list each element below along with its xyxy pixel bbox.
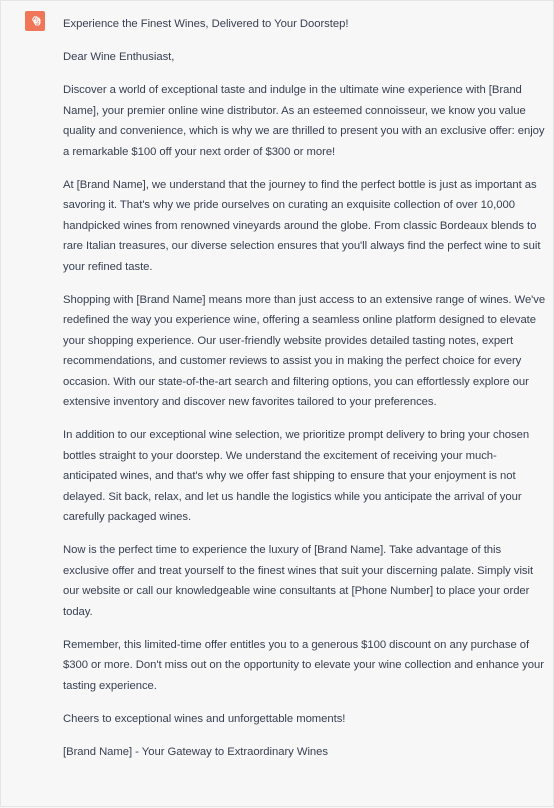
email-paragraph: Discover a world of exceptional taste and indulge in the ultimate wine experience with [Brand Name], your premier online wine distributor. As an esteemed connoisseur, we know you value quality and convenience, which is why we are thrilled to present you with an exclusive offer: enjoy a remarkable $100 off your next order of $300 or more!	[63, 84, 545, 158]
message-content	[63, 14, 549, 775]
email-paragraph: Remember, this limited-time offer entitles you to a generous $100 discount on any purchase of $300 or more. Don't miss out on the opportunity to elevate your wine collection and enhance your tasting experience.	[63, 638, 544, 692]
email-paragraph: In addition to our exceptional wine selection, we prioritize prompt delivery to bring your chosen bottles straight to your doorstep. We understand the excitement of receiving your much-anticipated wines, and that's why we offer fast shipping to ensure that your enjoyment is not delayed. Sit back, relax, and let us handle the logistics while you anticipate the arrival of your carefully packaged wines.	[63, 429, 530, 523]
email-paragraph: At [Brand Name], we understand that the journey to find the perfect bottle is just as important as savoring it. That's why we pride ourselves on curating an exquisite collection of over 10,000 handpicked wines from renowned vineyards around the globe. From classic Bordeaux blends to rare Italian treasures, our diverse selection ensures that you'll always find the perfect wine to suit your refined taste.	[63, 178, 541, 273]
email-signature: [Brand Name] - Your Gateway to Extraordinary Wines	[63, 745, 328, 758]
email-subject: Experience the Finest Wines, Delivered to Your Doorstep!	[63, 18, 349, 30]
email-closing: Cheers to exceptional wines and unforgettable moments!	[63, 712, 346, 725]
assistant-message	[1, 1, 554, 808]
email-greeting: Dear Wine Enthusiast,	[63, 51, 175, 63]
openai-logo-icon	[28, 14, 43, 29]
assistant-avatar	[25, 11, 45, 31]
email-paragraph: Shopping with [Brand Name] means more than just access to an extensive range of wines. We've redefined the way you experience wine, offering a seamless online platform designed to elevate your shopping experience. Our user-friendly website provides detailed tasting notes, expert recommendations, and customer reviews to assist you in making the perfect choice for every occasion. With our state-of-the-art search and filtering options, you can effortlessly explore our extensive inventory and discover new favorites tailored to your preferences.	[63, 293, 546, 408]
email-paragraph: Now is the perfect time to experience the luxury of [Brand Name]. Take advantage of this exclusive offer and treat yourself to the finest wines that suit your discerning palate. Simply visit our website or call our knowledgeable wine consultants at [Phone Number] to place your order today.	[63, 544, 534, 618]
